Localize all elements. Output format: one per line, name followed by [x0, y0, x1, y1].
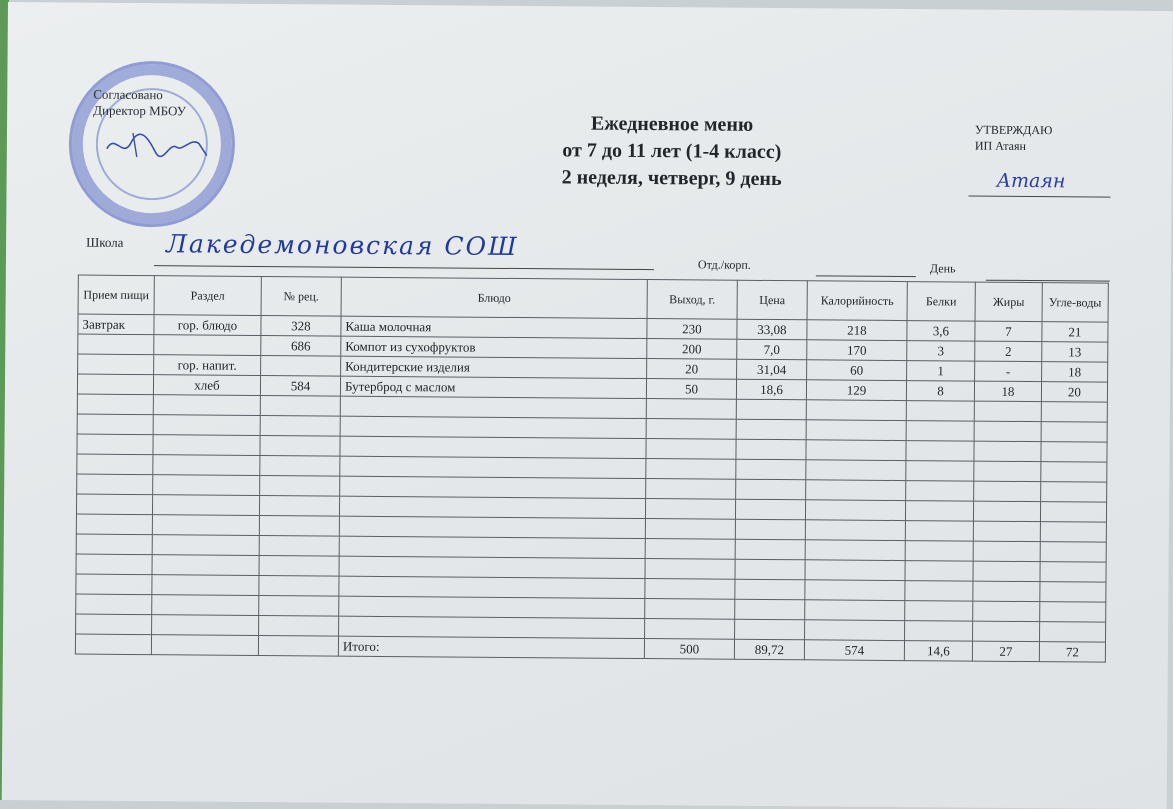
- table-cell: [906, 441, 974, 462]
- table-cell: 18: [1042, 362, 1108, 383]
- day-label: День: [929, 261, 956, 276]
- table-cell: [152, 595, 259, 616]
- table-cell: Каша молочная: [341, 316, 647, 338]
- table-cell: [77, 434, 153, 455]
- table-cell: 686: [261, 335, 341, 356]
- table-cell: 72: [1039, 642, 1105, 663]
- table-cell: [152, 555, 259, 576]
- table-cell: -: [975, 361, 1042, 382]
- table-cell: [645, 579, 735, 600]
- table-cell: [973, 621, 1040, 642]
- table-cell: 14,6: [904, 641, 972, 662]
- approval-left: [93, 87, 186, 120]
- director-signature: [103, 125, 213, 166]
- table-cell: [153, 415, 260, 436]
- table-cell: [340, 476, 646, 498]
- table-cell: [76, 574, 152, 595]
- table-cell: [259, 595, 339, 616]
- table-cell: [736, 419, 806, 440]
- table-cell: 2: [975, 341, 1042, 362]
- header-price: Цена: [737, 280, 807, 320]
- table-cell: [1040, 562, 1106, 583]
- table-cell: [805, 540, 905, 561]
- table-cell: [154, 335, 261, 356]
- table-cell: [974, 401, 1041, 422]
- title-line3: 2 неделя, четверг, 9 день: [561, 166, 782, 191]
- table-cell: гор. напит.: [154, 355, 261, 376]
- table-cell: [645, 599, 735, 620]
- table-cell: [806, 460, 906, 481]
- school-label: Школа: [86, 234, 124, 250]
- table-cell: [77, 474, 153, 495]
- table-cell: [152, 615, 259, 636]
- table-cell: 218: [807, 320, 907, 341]
- table-cell: [78, 334, 154, 355]
- title-line1: Ежедневное меню: [590, 112, 754, 136]
- table-cell: [78, 354, 154, 375]
- table-cell: [974, 441, 1041, 462]
- table-cell: [259, 515, 339, 536]
- table-cell: [259, 495, 339, 516]
- table-cell: Кондитерские изделия: [341, 356, 647, 378]
- table-cell: 7: [975, 321, 1042, 342]
- table-cell: [906, 461, 974, 482]
- table-cell: [645, 619, 735, 640]
- table-cell: [646, 399, 736, 420]
- table-cell: [339, 516, 645, 538]
- table-cell: [76, 494, 152, 515]
- table-cell: [905, 601, 973, 622]
- table-cell: [340, 416, 646, 438]
- approver-signature: Атаян: [996, 169, 1066, 193]
- table-cell: [974, 421, 1041, 442]
- header-dish: Блюдо: [341, 277, 647, 318]
- table-cell: [1041, 482, 1107, 503]
- table-cell: Завтрак: [78, 314, 154, 335]
- table-cell: [645, 539, 735, 560]
- table-cell: [735, 579, 805, 600]
- table-cell: 13: [1042, 342, 1108, 363]
- table-cell: [260, 435, 340, 456]
- table-cell: [76, 594, 152, 615]
- table-cell: [1041, 462, 1107, 483]
- table-cell: 60: [807, 360, 907, 381]
- header-calories: Калорийность: [807, 281, 907, 321]
- table-cell: [646, 439, 736, 460]
- table-cell: [259, 555, 339, 576]
- table-cell: [258, 635, 338, 656]
- table-cell: [77, 414, 153, 435]
- table-cell: [735, 539, 805, 560]
- table-cell: [973, 601, 1040, 622]
- approval-right-line1: УТВЕРЖДАЮ: [974, 122, 1053, 138]
- table-cell: 3,6: [907, 321, 975, 342]
- table-cell: [153, 435, 260, 456]
- table-cell: [906, 481, 974, 502]
- table-cell: [806, 440, 906, 461]
- table-cell: [77, 374, 153, 395]
- table-cell: [76, 514, 152, 535]
- table-cell: [735, 519, 805, 540]
- table-cell: 8: [906, 381, 974, 402]
- table-cell: [339, 616, 645, 638]
- table-cell: [259, 535, 339, 556]
- table-cell: [259, 575, 339, 596]
- table-cell: [259, 615, 339, 636]
- table-cell: [805, 520, 905, 541]
- header-section: Раздел: [154, 276, 261, 316]
- table-cell: [736, 439, 806, 460]
- table-cell: гор. блюдо: [154, 315, 261, 336]
- table-cell: 18: [974, 381, 1041, 402]
- table-cell: 89,72: [734, 639, 804, 660]
- table-cell: [261, 355, 341, 376]
- approval-left-line2: Директор МБОУ: [93, 102, 187, 119]
- table-cell: [152, 535, 259, 556]
- table-cell: [735, 599, 805, 620]
- table-cell: [339, 576, 645, 598]
- header-yield: Выход, г.: [647, 280, 737, 320]
- header-fat: Жиры: [975, 282, 1042, 322]
- table-cell: [736, 479, 806, 500]
- table-cell: [152, 515, 259, 536]
- table-cell: [1040, 582, 1106, 603]
- table-cell: [77, 454, 153, 475]
- table-cell: [340, 456, 646, 478]
- table-cell: [973, 521, 1040, 542]
- menu-title: [477, 110, 868, 194]
- table-cell: [646, 459, 736, 480]
- table-cell: [339, 496, 645, 518]
- table-cell: [806, 420, 906, 441]
- table-cell: [905, 581, 973, 602]
- table-cell: [340, 436, 646, 458]
- table-cell: 574: [804, 640, 904, 661]
- table-cell: Бутерброд с маслом: [340, 376, 646, 398]
- table-cell: [905, 561, 973, 582]
- approval-right: [975, 122, 1053, 155]
- menu-sheet: [2, 2, 1173, 809]
- table-cell: 7,0: [737, 339, 807, 360]
- table-cell: [1041, 442, 1107, 463]
- table-cell: [260, 395, 340, 416]
- table-cell: [805, 500, 905, 521]
- table-cell: [339, 596, 645, 618]
- table-cell: [1040, 622, 1106, 643]
- table-cell: [151, 635, 258, 656]
- department-underline: [816, 275, 916, 277]
- header-carbs: Угле-воды: [1042, 283, 1108, 323]
- table-cell: [905, 521, 973, 542]
- table-cell: [260, 475, 340, 496]
- table-cell: [75, 634, 151, 655]
- table-cell: [1040, 502, 1106, 523]
- table-cell: [735, 559, 805, 580]
- table-cell: [806, 480, 906, 501]
- table-cell: [645, 499, 735, 520]
- table-cell: [1040, 522, 1106, 543]
- table-cell: 21: [1042, 322, 1108, 343]
- table-cell: [152, 495, 259, 516]
- total-label: Итого:: [338, 636, 644, 658]
- table-cell: [1041, 402, 1107, 423]
- table-cell: 27: [972, 641, 1039, 662]
- header-recipe-no: № рец.: [261, 276, 341, 316]
- table-cell: [973, 581, 1040, 602]
- table-cell: 500: [644, 639, 734, 660]
- table-cell: [153, 455, 260, 476]
- table-cell: Компот из сухофруктов: [341, 336, 647, 358]
- header-protein: Белки: [907, 282, 975, 322]
- table-cell: [645, 559, 735, 580]
- table-cell: 31,04: [737, 359, 807, 380]
- table-cell: [1041, 422, 1107, 443]
- table-cell: [153, 475, 260, 496]
- table-cell: [973, 501, 1040, 522]
- table-cell: [1040, 602, 1106, 623]
- table-cell: [973, 561, 1040, 582]
- approval-left-line1: Согласовано: [93, 86, 163, 103]
- approval-right-line2: ИП Атаян: [974, 138, 1027, 153]
- table-cell: [735, 619, 805, 640]
- table-cell: [76, 554, 152, 575]
- table-cell: [973, 541, 1040, 562]
- table-cell: [805, 620, 905, 641]
- table-cell: [646, 419, 736, 440]
- table-cell: [340, 396, 646, 418]
- table-cell: [339, 556, 645, 578]
- school-underline: [154, 265, 654, 270]
- table-cell: хлеб: [153, 375, 260, 396]
- table-cell: [905, 501, 973, 522]
- table-cell: [805, 560, 905, 581]
- table-cell: 584: [260, 375, 340, 396]
- table-cell: [735, 499, 805, 520]
- school-name-handwritten: Лакедемоновская СОШ: [165, 229, 519, 262]
- table-cell: [736, 399, 806, 420]
- table-cell: 3: [907, 341, 975, 362]
- table-cell: [77, 394, 153, 415]
- table-cell: [260, 415, 340, 436]
- table-cell: [153, 395, 260, 416]
- table-cell: [645, 519, 735, 540]
- table-cell: [736, 459, 806, 480]
- table-cell: 1: [907, 361, 975, 382]
- table-cell: 20: [1041, 382, 1107, 403]
- table-cell: 129: [806, 380, 906, 401]
- table-cell: [152, 575, 259, 596]
- table-cell: [805, 600, 905, 621]
- table-cell: [905, 621, 973, 642]
- table-cell: [76, 614, 152, 635]
- table-cell: [805, 580, 905, 601]
- table-cell: 20: [647, 359, 737, 380]
- table-cell: [906, 401, 974, 422]
- table-cell: 328: [261, 315, 341, 336]
- table-cell: 50: [646, 379, 736, 400]
- table-cell: 170: [807, 340, 907, 361]
- table-cell: [974, 461, 1041, 482]
- table-cell: [339, 536, 645, 558]
- table-cell: 200: [647, 339, 737, 360]
- table-cell: 230: [647, 319, 737, 340]
- header-meal: Прием пищи: [78, 275, 154, 315]
- title-line2: от 7 до 11 лет (1-4 класс): [562, 139, 782, 164]
- table-cell: 33,08: [737, 319, 807, 340]
- department-label: Отд./корп.: [697, 257, 751, 272]
- menu-table: [75, 275, 1109, 663]
- table-cell: [905, 541, 973, 562]
- table-cell: [646, 479, 736, 500]
- table-cell: [260, 455, 340, 476]
- table-cell: [906, 421, 974, 442]
- table-cell: [1040, 542, 1106, 563]
- table-cell: 18,6: [736, 379, 806, 400]
- table-cell: [806, 400, 906, 421]
- table-cell: [974, 481, 1041, 502]
- approval-signature-line: [969, 196, 1111, 198]
- table-cell: [76, 534, 152, 555]
